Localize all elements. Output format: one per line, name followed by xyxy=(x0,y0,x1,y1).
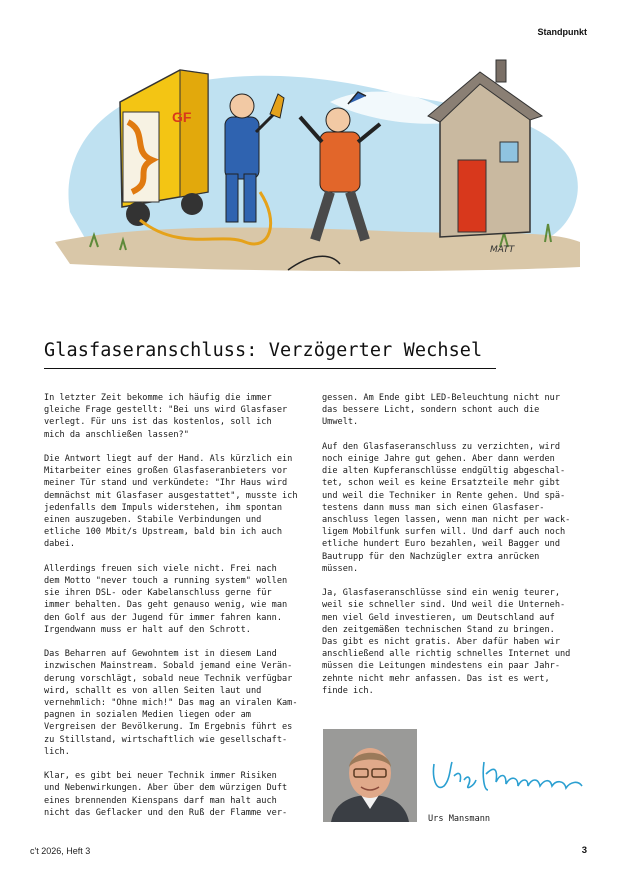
paragraph: Auf den Glasfaseranschluss zu verzichten, wird noch einige Jahre gut gehen. Aber dann werden die alten Kupferanschlüsse endgültig abgeschal- tet, schon weil es keine Ersatzteile mehr gibt und weil die Techniker in Rente gehen. Und spä- testens dann muss man sich einen Glasfaser- anschluss legen lassen, wenn man nicht per wack- ligem Mobilfunk surfen will. Und darf auch noch etliche hundert Euro bezahlen, weil Bagger und Bautrupp für den Nachzügler extra anrücken müssen. xyxy=(322,441,571,574)
paragraph: Die Antwort liegt auf der Hand. Als kürzlich ein Mitarbeiter eines großen Glasfaseranbieters vor meiner Tür stand und verkündete: "Ihr Haus wird demnächst mit Glasfaser ausgestattet", musste ich jedenfalls dem Impuls widerstehen, ihm spontan einen auszugeben. Stabile Verbindungen und etliche 100 Mbit/s Upstream, bald bin ich auch dabei. xyxy=(44,454,298,550)
title-underline xyxy=(44,368,496,369)
paragraph: Allerdings freuen sich viele nicht. Frei nach dem Motto "never touch a running system" wollen sie ihren DSL- oder Kabelanschluss gerne für immer behalten. Das geht genauso wenig, wie man den Golf aus der Jugend für immer fahren kann. Irgendwann muss er halt auf den Schrott. xyxy=(44,563,288,635)
paragraph: In letzter Zeit bekomme ich häufig die immer gleiche Frage gestellt: "Bei uns wird Glasfaser verlegt. Für uns ist das kostenlos, soll ich mich da anschließen lassen?" xyxy=(44,393,288,440)
paragraph: Ja, Glasfaseranschlüsse sind ein wenig teurer, weil sie schneller sind. Und weil die Unterneh- men viel Geld investieren, um Deutschland auf den zeitgemäßen technischen Stand zu bringen. Das gibt es nicht gratis. Aber dafür haben wir anschließend alle richtig schnelles Internet und müssen die Leitungen mindestens ein paar Jahr- zehnte nicht mehr anfassen. Das ist es wert, finde ich. xyxy=(322,588,571,696)
artist-signature: MATT xyxy=(490,245,515,255)
author-signature xyxy=(428,752,588,800)
paragraph: gessen. Am Ende gibt LED-Beleuchtung nicht nur das bessere Licht, sondern schont auch die Umwelt. xyxy=(322,393,560,428)
cartoon-illustration xyxy=(30,42,590,302)
truck-lettering: GF xyxy=(172,109,192,125)
article-title: Glasfaseranschluss: Verzögerter Wechsel xyxy=(44,340,483,361)
section-label: Standpunkt xyxy=(537,27,587,37)
paragraph: Das Beharren auf Gewohntem ist in diesem Land inzwischen Mainstream. Sobald jemand eine Verän- derung vorschlägt, sobald neue Technik verfügbar wird, schallt es von allen Seiten laut und vernehmlich: "Ohne mich!" Das mag an viralen Kam- pagnen in sozialen Medien liegen oder am Vergreisen der Bevölkerung. Im Ergebnis führt es zu Stillstand, wirtschaftlich wie gesellschaft- lich. xyxy=(44,649,298,757)
article-column-left xyxy=(44,392,306,831)
house-drawing xyxy=(428,60,542,237)
paragraph: Klar, es gibt bei neuer Technik immer Risiken und Nebenwirkungen. Aber über dem würzigen Duft eines brennenden Kienspans darf man halt auch nicht das Geflacker und den Ruß der Flamme ver- xyxy=(44,771,288,818)
page-number: 3 xyxy=(581,845,587,856)
author-name: Urs Mansmann xyxy=(428,814,491,824)
article-column-right xyxy=(322,392,584,709)
issue-info: c't 2026, Heft 3 xyxy=(30,846,91,856)
author-photo xyxy=(323,729,417,822)
